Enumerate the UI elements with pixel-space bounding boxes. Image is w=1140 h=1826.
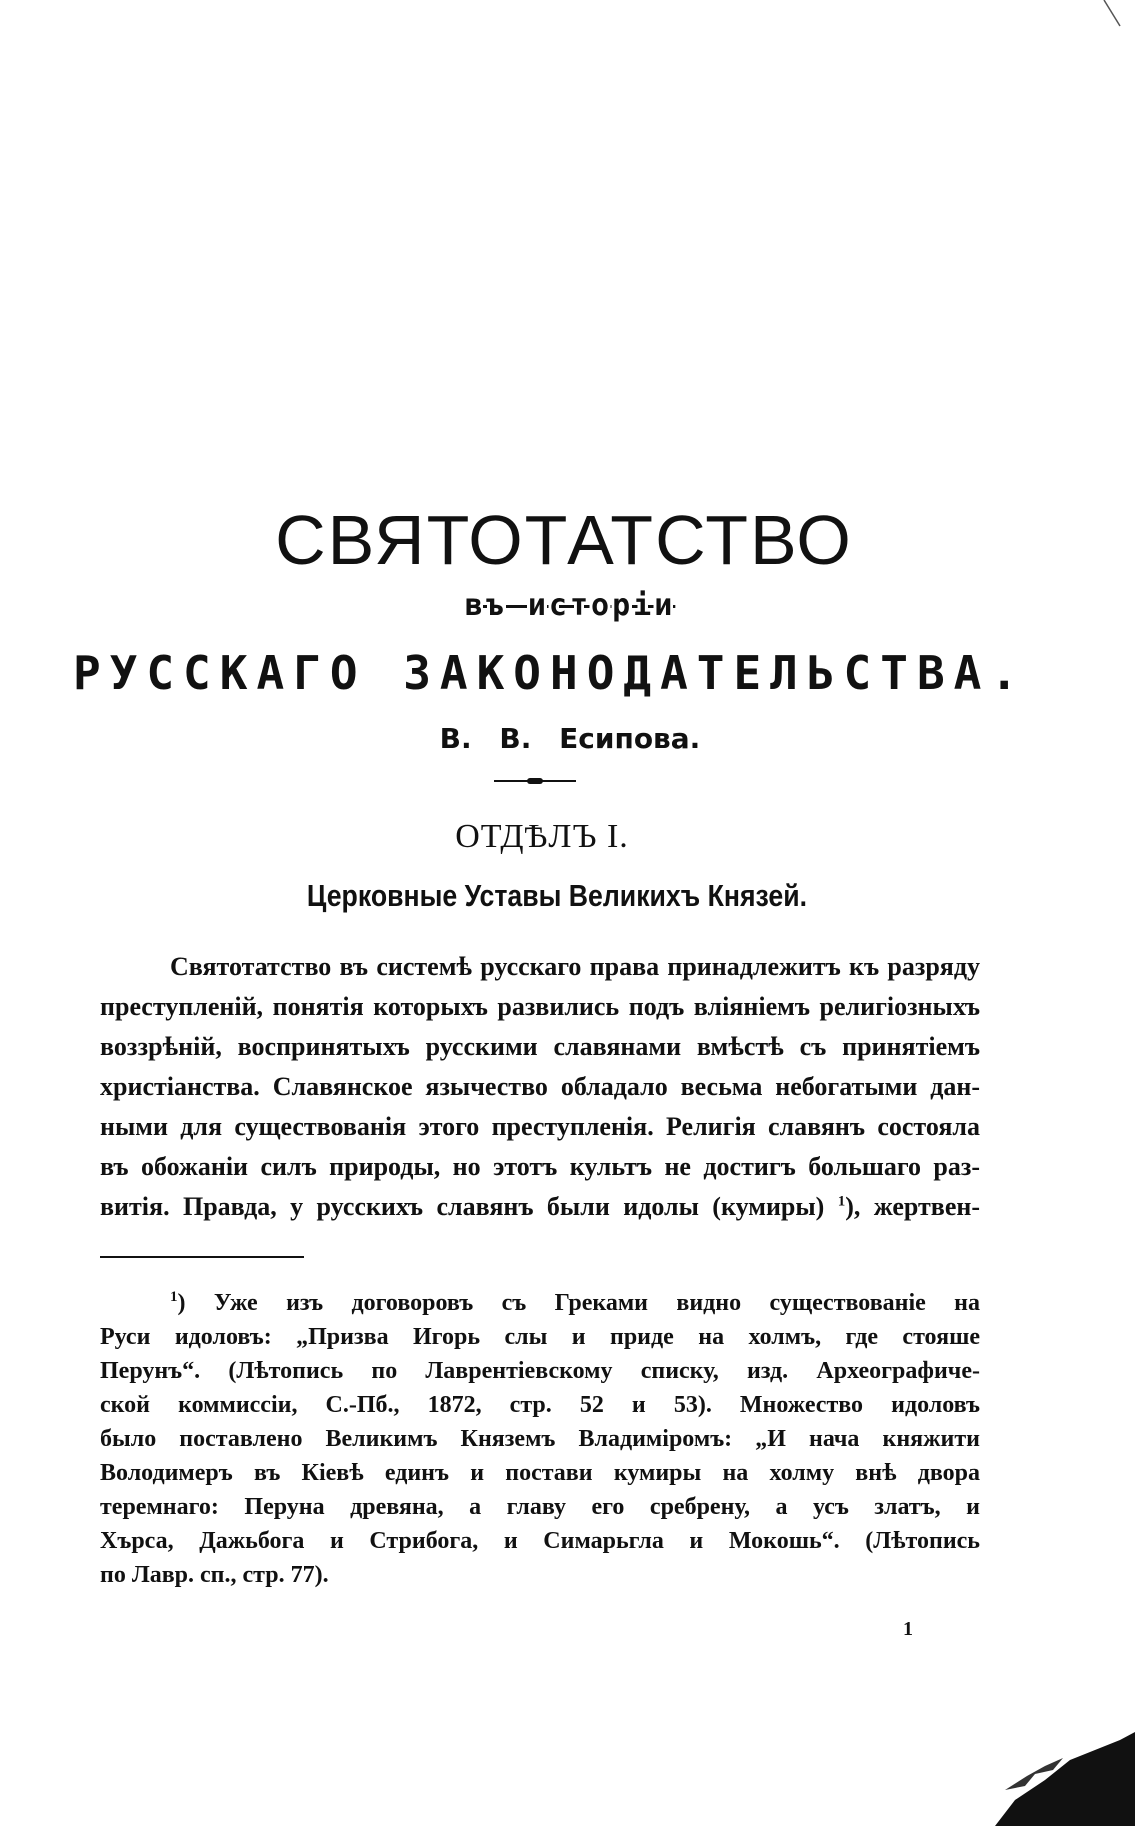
section-heading: ОТДѢЛЪ I.: [455, 818, 629, 855]
body-line: ными для существованія этого преступленія. Религія славянъ состояла: [100, 1112, 980, 1141]
footnote-line: Перунъ“. (Лѣтопись по Лаврентіевскому списку, изд. Археографиче-: [100, 1358, 980, 1384]
body-line: Святотатство въ системѣ русскаго права принадлежитъ къ разряду: [170, 952, 980, 981]
body-paragraph: [100, 947, 980, 1227]
footnote-line: теремнаго: Перуна древяна, а главу его сребрену, а усъ златъ, и: [100, 1494, 980, 1520]
ornamental-rule: [494, 779, 576, 783]
body-line: въ обожаніи силъ природы, но этотъ культъ не достигъ большаго раз-: [100, 1152, 980, 1181]
body-line-part: витія. Правда, у русскихъ славянъ были идолы (кумиры): [100, 1192, 825, 1221]
section-subheading: Церковные Уставы Великихъ Князей.: [306, 878, 808, 913]
footnote-line: ской коммиссіи, С.-Пб., 1872, стр. 52 и 53). Множество идоловъ: [100, 1392, 980, 1418]
footnote: [100, 1286, 980, 1592]
author-name: В. В. Есипова.: [439, 722, 701, 755]
footnote-line: Хърса, Дажьбога и Стрибога, и Симарьгла и Мокошь“. (Лѣтопись: [100, 1528, 980, 1554]
title-third-line: РУССКАГО ЗАКОНОДАТЕЛЬСТВА.: [72, 646, 1028, 700]
body-line: воззрѣній, воспринятыхъ русскими славянами вмѣстѣ съ принятіемъ: [100, 1032, 980, 1061]
footnote-separator: [100, 1256, 304, 1258]
page-edge-scan-artifact: [975, 1710, 1135, 1826]
footnote-line: было поставлено Великимъ Княземъ Владиміромъ: „И нача княжити: [100, 1426, 980, 1452]
footnote-text: ) Уже изъ договоровъ съ Греками видно существованіе на: [177, 1290, 980, 1316]
footnote-line: по Лавр. сп., стр. 77).: [100, 1562, 329, 1588]
body-line: преступленій, понятія которыхъ развились подъ вліяніемъ религіозныхъ: [100, 992, 980, 1021]
page-corner-stroke: [1098, 0, 1128, 30]
body-line: христіанства. Славянское язычество обладало весьма небогатыми дан-: [100, 1072, 980, 1101]
title-subtitle: въ исторіи: [464, 588, 676, 623]
footnote-marker: 1: [170, 1289, 178, 1305]
signature-mark: 1: [903, 1618, 913, 1640]
footnote-line-first: [100, 1286, 980, 1320]
title-main: СВЯТОТАТСТВО: [275, 501, 853, 579]
body-line-part: ), жертвен-: [845, 1192, 980, 1221]
body-line-with-note-ref: [100, 1187, 980, 1227]
footnote-reference: 1: [837, 1193, 846, 1210]
footnote-line: Володимеръ въ Кіевѣ единъ и постави кумиры на холму внѣ двора: [100, 1460, 980, 1486]
footnote-line: Руси идоловъ: „Призва Игорь слы и приде на холмъ, где стояше: [100, 1324, 980, 1350]
